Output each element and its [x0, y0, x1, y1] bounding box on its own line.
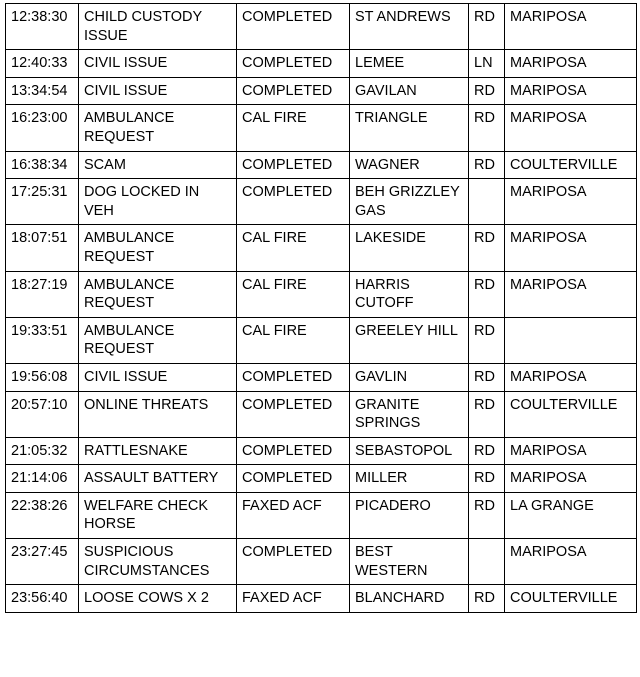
call-type-cell: ASSAULT BATTERY	[79, 465, 237, 493]
city-cell: COULTERVILLE	[505, 585, 637, 613]
city-cell: MARIPOSA	[505, 4, 637, 50]
disposition-cell: CAL FIRE	[237, 271, 350, 317]
street-name-cell: LAKESIDE	[350, 225, 469, 271]
call-type-cell: LOOSE COWS X 2	[79, 585, 237, 613]
street-suffix-cell	[469, 539, 505, 585]
table-row	[6, 363, 637, 391]
street-name-cell: GREELEY HILL	[350, 317, 469, 363]
call-type-cell: CIVIL ISSUE	[79, 363, 237, 391]
table-row	[6, 437, 637, 465]
table-row	[6, 151, 637, 179]
call-type-cell: AMBULANCE REQUEST	[79, 105, 237, 151]
call-type-cell: DOG LOCKED IN VEH	[79, 179, 237, 225]
city-cell: MARIPOSA	[505, 539, 637, 585]
call-time-cell: 18:27:19	[6, 271, 79, 317]
table-row	[6, 492, 637, 538]
city-cell: MARIPOSA	[505, 465, 637, 493]
table-row	[6, 77, 637, 105]
street-suffix-cell: RD	[469, 151, 505, 179]
call-type-cell: ONLINE THREATS	[79, 391, 237, 437]
disposition-cell: CAL FIRE	[237, 105, 350, 151]
table-row	[6, 225, 637, 271]
city-cell: MARIPOSA	[505, 105, 637, 151]
street-name-cell: ST ANDREWS	[350, 4, 469, 50]
table-row	[6, 539, 637, 585]
disposition-cell: COMPLETED	[237, 77, 350, 105]
city-cell: COULTERVILLE	[505, 391, 637, 437]
call-time-cell: 21:14:06	[6, 465, 79, 493]
street-name-cell: WAGNER	[350, 151, 469, 179]
call-type-cell: CIVIL ISSUE	[79, 77, 237, 105]
table-row	[6, 585, 637, 613]
disposition-cell: COMPLETED	[237, 437, 350, 465]
call-time-cell: 21:05:32	[6, 437, 79, 465]
table-row	[6, 391, 637, 437]
street-suffix-cell: RD	[469, 585, 505, 613]
table-row	[6, 465, 637, 493]
table-row	[6, 271, 637, 317]
street-name-cell: MILLER	[350, 465, 469, 493]
disposition-cell: FAXED ACF	[237, 492, 350, 538]
call-type-cell: CIVIL ISSUE	[79, 50, 237, 78]
street-name-cell: TRIANGLE	[350, 105, 469, 151]
call-type-cell: AMBULANCE REQUEST	[79, 317, 237, 363]
street-suffix-cell: RD	[469, 225, 505, 271]
disposition-cell: COMPLETED	[237, 50, 350, 78]
disposition-cell: COMPLETED	[237, 4, 350, 50]
table-row	[6, 317, 637, 363]
city-cell: MARIPOSA	[505, 225, 637, 271]
call-time-cell: 16:23:00	[6, 105, 79, 151]
call-time-cell: 12:40:33	[6, 50, 79, 78]
table-row	[6, 4, 637, 50]
table-row	[6, 50, 637, 78]
street-name-cell: PICADERO	[350, 492, 469, 538]
street-name-cell: GAVLIN	[350, 363, 469, 391]
street-suffix-cell: RD	[469, 391, 505, 437]
call-time-cell: 13:34:54	[6, 77, 79, 105]
call-time-cell: 23:27:45	[6, 539, 79, 585]
disposition-cell: COMPLETED	[237, 363, 350, 391]
call-time-cell: 23:56:40	[6, 585, 79, 613]
call-type-cell: SUSPICIOUS CIRCUMSTANCES	[79, 539, 237, 585]
call-time-cell: 19:33:51	[6, 317, 79, 363]
table-row	[6, 179, 637, 225]
street-suffix-cell: RD	[469, 77, 505, 105]
street-name-cell: HARRIS CUTOFF	[350, 271, 469, 317]
street-suffix-cell: RD	[469, 363, 505, 391]
street-suffix-cell: RD	[469, 105, 505, 151]
call-type-cell: RATTLESNAKE	[79, 437, 237, 465]
street-suffix-cell	[469, 179, 505, 225]
street-name-cell: BEH GRIZZLEY GAS	[350, 179, 469, 225]
street-suffix-cell: RD	[469, 465, 505, 493]
disposition-cell: COMPLETED	[237, 539, 350, 585]
city-cell: MARIPOSA	[505, 363, 637, 391]
incident-log-body	[6, 4, 637, 613]
table-row	[6, 105, 637, 151]
city-cell: MARIPOSA	[505, 77, 637, 105]
disposition-cell: COMPLETED	[237, 465, 350, 493]
call-type-cell: WELFARE CHECK HORSE	[79, 492, 237, 538]
street-name-cell: GAVILAN	[350, 77, 469, 105]
street-name-cell: BLANCHARD	[350, 585, 469, 613]
call-time-cell: 18:07:51	[6, 225, 79, 271]
city-cell: MARIPOSA	[505, 271, 637, 317]
call-time-cell: 12:38:30	[6, 4, 79, 50]
street-name-cell: BEST WESTERN	[350, 539, 469, 585]
city-cell	[505, 317, 637, 363]
call-type-cell: AMBULANCE REQUEST	[79, 225, 237, 271]
disposition-cell: CAL FIRE	[237, 225, 350, 271]
disposition-cell: COMPLETED	[237, 391, 350, 437]
disposition-cell: CAL FIRE	[237, 317, 350, 363]
street-suffix-cell: RD	[469, 4, 505, 50]
incident-log-table	[5, 3, 637, 613]
call-type-cell: SCAM	[79, 151, 237, 179]
call-type-cell: CHILD CUSTODY ISSUE	[79, 4, 237, 50]
call-time-cell: 16:38:34	[6, 151, 79, 179]
street-suffix-cell: RD	[469, 492, 505, 538]
disposition-cell: COMPLETED	[237, 179, 350, 225]
call-type-cell: AMBULANCE REQUEST	[79, 271, 237, 317]
street-suffix-cell: LN	[469, 50, 505, 78]
city-cell: MARIPOSA	[505, 179, 637, 225]
call-time-cell: 20:57:10	[6, 391, 79, 437]
city-cell: MARIPOSA	[505, 437, 637, 465]
call-time-cell: 17:25:31	[6, 179, 79, 225]
street-suffix-cell: RD	[469, 437, 505, 465]
city-cell: MARIPOSA	[505, 50, 637, 78]
call-time-cell: 19:56:08	[6, 363, 79, 391]
street-name-cell: SEBASTOPOL	[350, 437, 469, 465]
disposition-cell: COMPLETED	[237, 151, 350, 179]
street-suffix-cell: RD	[469, 317, 505, 363]
disposition-cell: FAXED ACF	[237, 585, 350, 613]
street-name-cell: GRANITE SPRINGS	[350, 391, 469, 437]
city-cell: LA GRANGE	[505, 492, 637, 538]
street-name-cell: LEMEE	[350, 50, 469, 78]
street-suffix-cell: RD	[469, 271, 505, 317]
call-time-cell: 22:38:26	[6, 492, 79, 538]
city-cell: COULTERVILLE	[505, 151, 637, 179]
